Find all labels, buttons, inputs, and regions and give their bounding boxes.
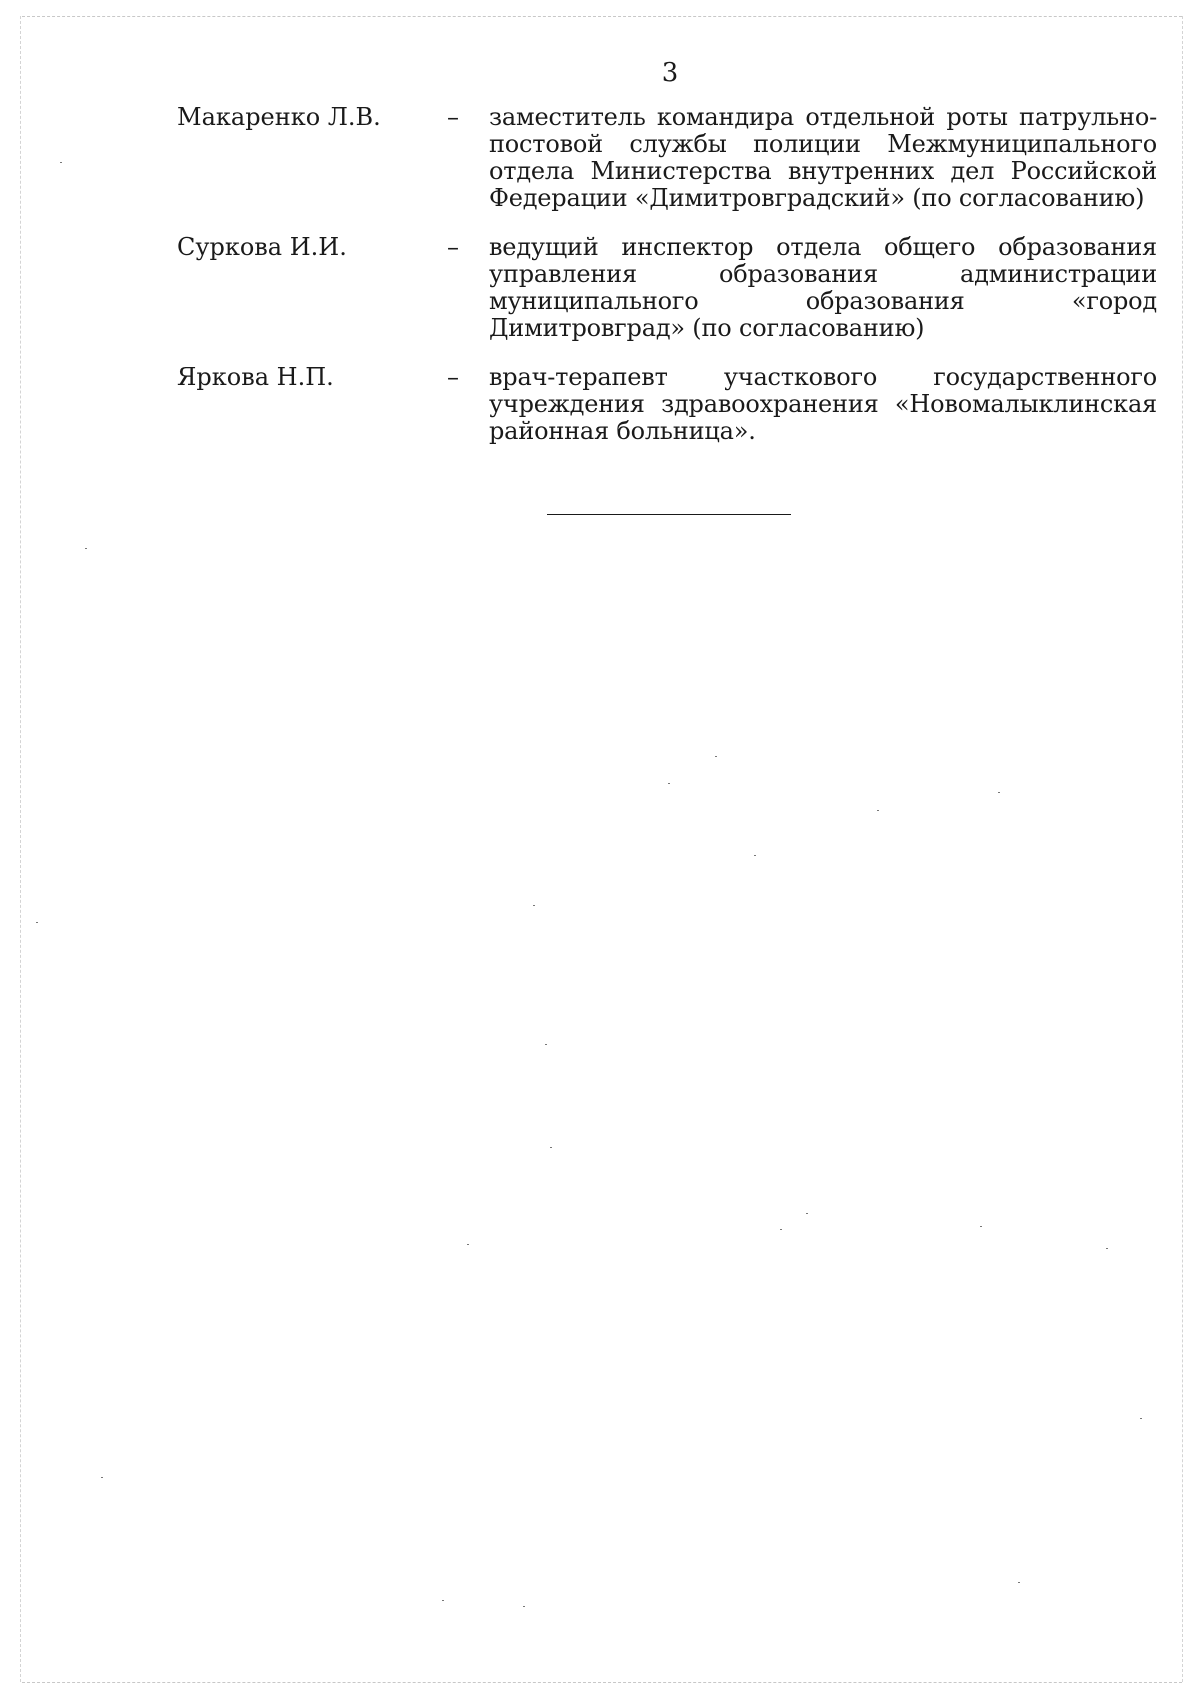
scan-speck (1106, 1248, 1108, 1249)
page-number: 3 (661, 58, 679, 88)
member-list (177, 104, 1157, 467)
member-name: Суркова И.И. (177, 233, 347, 261)
member-position: врач-терапевт участкового государственного учреждения здравоохранения «Новомалыклинская районная больница». (489, 363, 1157, 445)
scan-speck (877, 810, 879, 811)
scan-edge-left (20, 16, 21, 1682)
scan-speck (998, 792, 1000, 793)
scan-speck (550, 1147, 552, 1148)
scan-speck (545, 1044, 547, 1045)
scan-speck (523, 1606, 525, 1607)
member-position: ведущий инспектор отдела общего образования управления образования администрации муниципального образования «город Димитровград» (по согласованию) (489, 233, 1157, 342)
scan-speck (101, 1477, 103, 1478)
member-dash: – (447, 233, 459, 261)
scan-edge-top (22, 16, 1182, 17)
scan-speck (806, 1213, 808, 1214)
scan-speck (715, 756, 717, 757)
scan-edge-bottom (22, 1682, 1182, 1683)
member-dash: – (447, 103, 459, 131)
scan-speck (980, 1226, 982, 1227)
member-entry (177, 104, 1157, 212)
member-entry (177, 364, 1157, 445)
scan-edge-right (1182, 16, 1183, 1682)
member-position: заместитель командира отдельной роты патрульно-постовой службы полиции Межмуниципального отдела Министерства внутренних дел Российской Федерации «Димитровградский» (по согласованию) (489, 103, 1157, 212)
member-dash: – (447, 363, 459, 391)
scan-speck (754, 855, 756, 856)
scan-speck (668, 783, 670, 784)
scan-speck (780, 1229, 782, 1230)
scan-speck (442, 1600, 444, 1601)
member-name: Макаренко Л.В. (177, 103, 381, 131)
scan-speck (1018, 1582, 1020, 1583)
member-entry (177, 234, 1157, 342)
scan-speck (533, 905, 535, 906)
scan-speck (85, 548, 87, 549)
scan-speck (1140, 1418, 1142, 1419)
scan-speck (60, 162, 62, 163)
scan-speck (467, 1244, 469, 1245)
member-name: Яркова Н.П. (177, 363, 334, 391)
end-separator-line (547, 514, 791, 515)
scan-speck (36, 922, 38, 923)
